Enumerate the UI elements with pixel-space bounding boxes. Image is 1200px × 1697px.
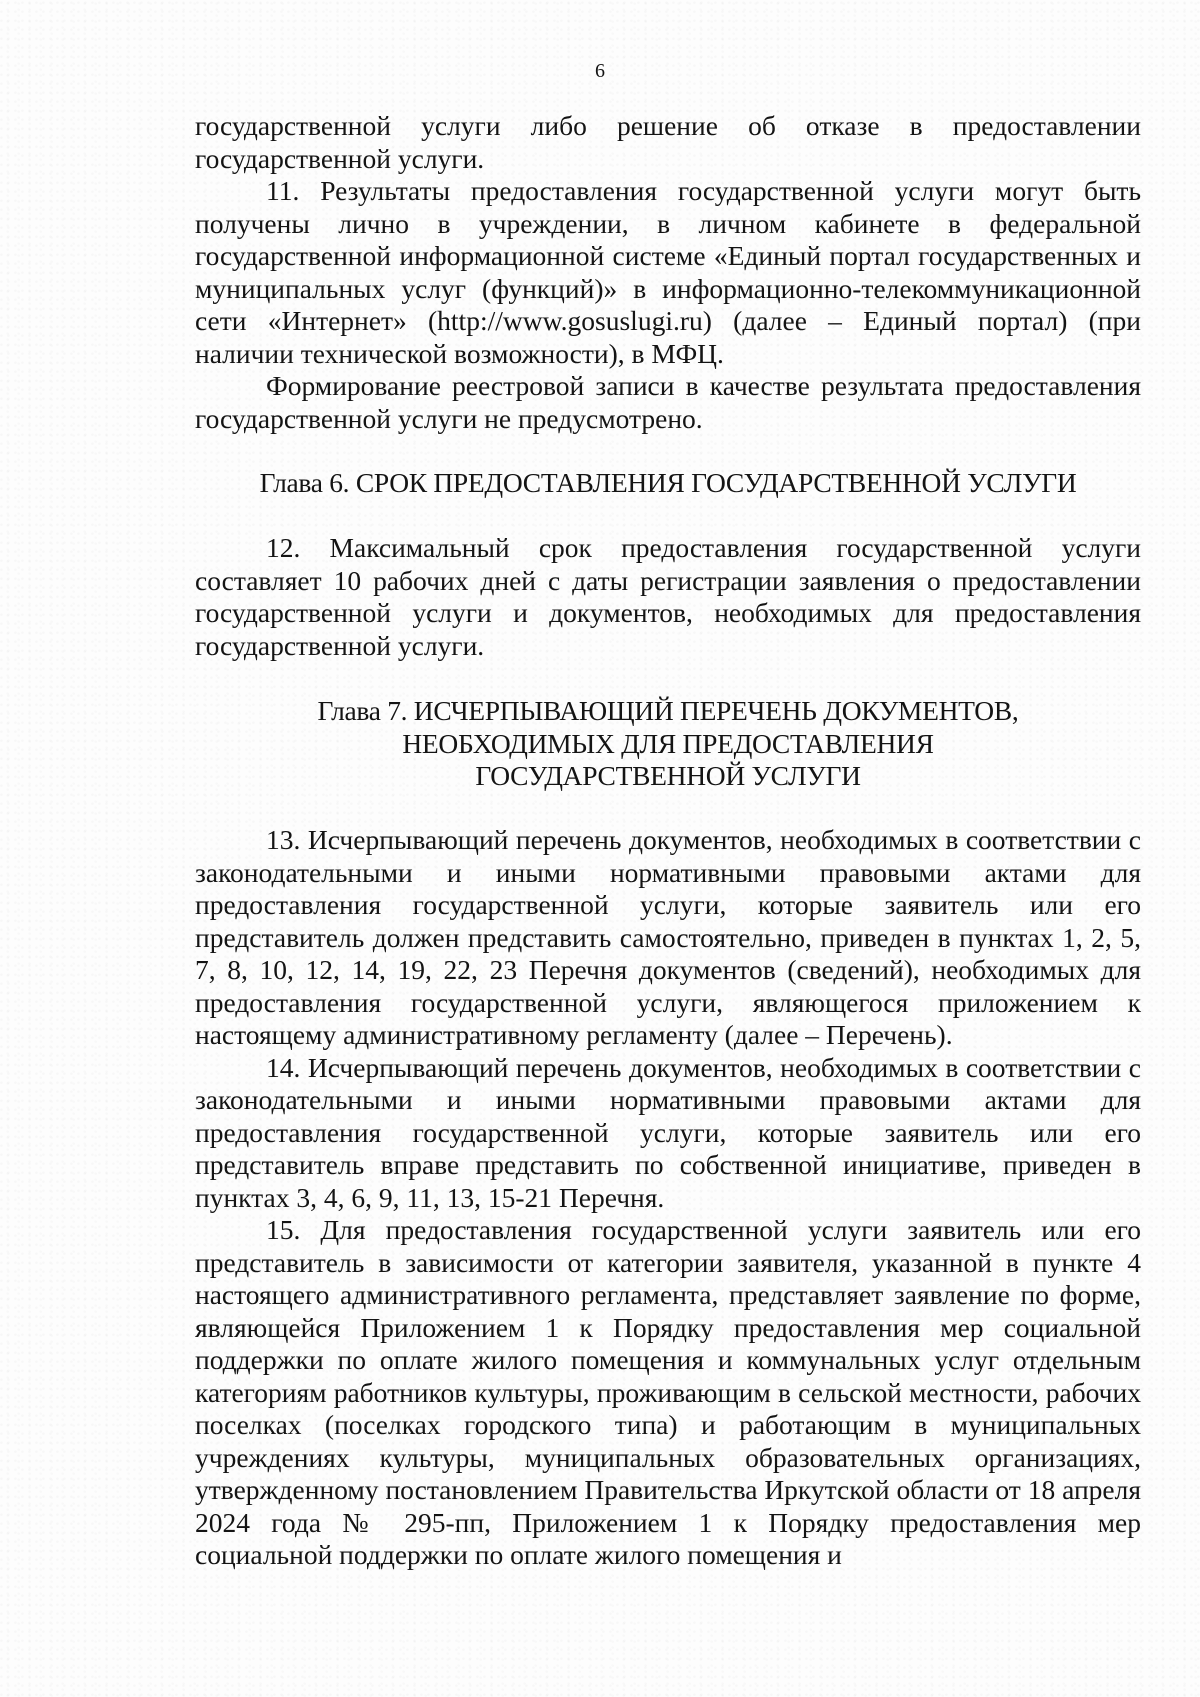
page-number: 6 bbox=[595, 60, 605, 82]
chapter-7-title bbox=[195, 695, 1141, 793]
chapter-6-heading-block bbox=[150, 467, 1186, 500]
paragraph-group-results bbox=[195, 110, 1141, 435]
paragraph-11: 11. Результаты предоставления государственной услуги могут быть получены лично в учреждении, в личном кабинете в федеральной государственной информационной системе «Единый портал государственных и муниципальных услуг (функций)» в информационно-телекоммуникационной сети «Интернет» (http://www.gosuslugi.ru) (далее – Единый портал) (при наличии технической возможности), в МФЦ. bbox=[195, 175, 1141, 369]
paragraph-13: 13. Исчерпывающий перечень документов, необходимых в соответствии с законодательными и иными нормативными правовыми актами для предоставления государственной услуги, которые заявитель или его представитель должен представить самостоятельно, приведен в пунктах 1, 2, 5, 7, 8, 10, 12, 14, 19, 22, 23 Перечня документов (сведений), необходимых для предоставления государственной услуги, являющегося приложением к настоящему административному регламенту (далее – Перечень). bbox=[195, 824, 1141, 1050]
paragraph-continuation: государственной услуги либо решение об отказе в предоставлении государственной услуги. bbox=[195, 110, 1141, 174]
chapter-7-body bbox=[195, 824, 1141, 1572]
paragraph-15: 15. Для предоставления государственной услуги заявитель или его представитель в зависимости от категории заявителя, указанной в пункте 4 настоящего административного регламента, представляет заявление по форме, являющейся Приложением 1 к Порядку предоставления мер социальной поддержки по оплате жилого помещения и коммунальных услуг отдельным категориям работников культуры, проживающим в сельской местности, рабочих поселках (поселках городского типа) и работающим в муниципальных учреждениях культуры, муниципальных образовательных организациях, утвержденному постановлением Правительства Иркутской области от 18 апреля 2024 года № 295-пп, Приложением 1 к Порядку предоставления мер социальной поддержки по оплате жилого помещения и bbox=[195, 1214, 1141, 1570]
chapter-7-title-line-2: НЕОБХОДИМЫХ ДЛЯ ПРЕДОСТАВЛЕНИЯ bbox=[402, 727, 934, 759]
chapter-6-title: Глава 6. СРОК ПРЕДОСТАВЛЕНИЯ ГОСУДАРСТВЕННОЙ УСЛУГИ bbox=[259, 467, 1077, 498]
paragraph-registry-record: Формирование реестровой записи в качестве результата предоставления государственной услуги не предусмотрено. bbox=[195, 370, 1141, 434]
paragraph-12: 12. Максимальный срок предоставления государственной услуги составляет 10 рабочих дней с даты регистрации заявления о предоставлении государственной услуги и документов, необходимых для предоставления государственной услуги. bbox=[195, 532, 1141, 661]
chapter-7-title-line-1: Глава 7. ИСЧЕРПЫВАЮЩИЙ ПЕРЕЧЕНЬ ДОКУМЕНТОВ, bbox=[317, 695, 1019, 726]
chapter-7-heading-block bbox=[195, 695, 1141, 793]
chapter-6-body bbox=[195, 532, 1141, 662]
paragraph-14: 14. Исчерпывающий перечень документов, необходимых в соответствии с законодательными и иными нормативными правовыми актами для предоставления государственной услуги, которые заявитель или его представитель вправе представить по собственной инициативе, приведен в пунктах 3, 4, 6, 9, 11, 13, 15-21 Перечня. bbox=[195, 1051, 1141, 1213]
chapter-7-title-line-3: ГОСУДАРСТВЕННОЙ УСЛУГИ bbox=[475, 760, 861, 791]
